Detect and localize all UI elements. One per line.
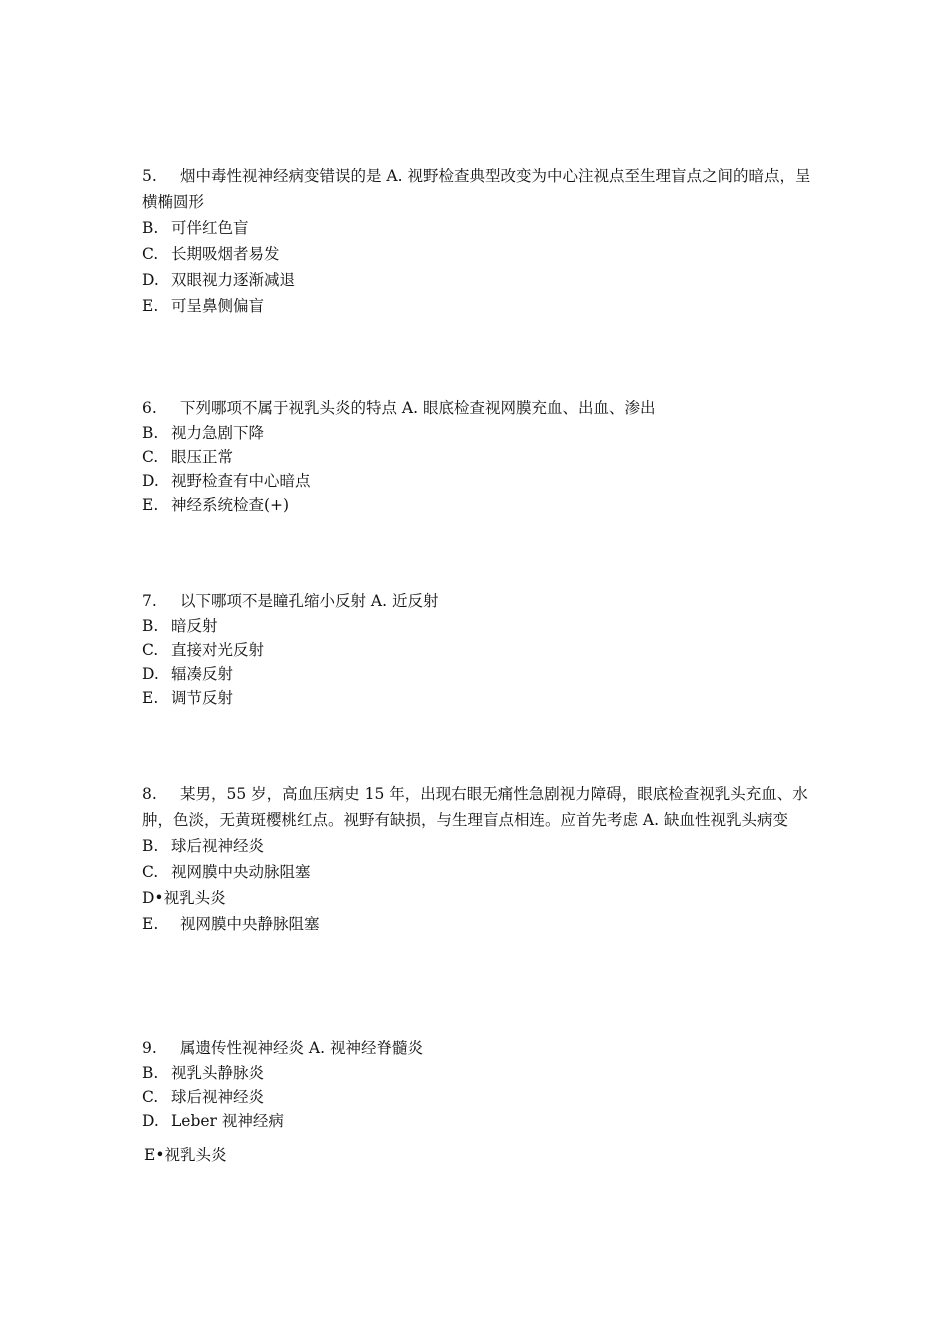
question-stem	[142, 395, 812, 421]
option-b	[142, 1061, 812, 1085]
option-e	[142, 911, 812, 937]
option-text: 可伴红色盲	[171, 219, 249, 237]
option-text: 辐凑反射	[171, 665, 234, 683]
option-c	[142, 1085, 812, 1109]
option-b	[142, 614, 812, 638]
option-text: 球后视神经炎	[171, 1088, 265, 1106]
option-letter: C.	[142, 448, 159, 466]
question-stem	[142, 1035, 812, 1061]
option-letter: E•	[144, 1146, 165, 1164]
question-stem	[142, 588, 812, 614]
option-letter: C.	[142, 641, 159, 659]
option-d	[142, 1109, 812, 1133]
option-text: 直接对光反射	[171, 641, 265, 659]
option-letter: B.	[142, 1064, 159, 1082]
question-text: 以下哪项不是瞳孔缩小反射 A. 近反射	[180, 592, 439, 610]
option-text: 视网膜中央静脉阻塞	[180, 915, 320, 933]
question-8	[142, 781, 812, 937]
question-text: 属遗传性视神经炎 A. 视神经脊髓炎	[180, 1039, 423, 1057]
option-letter: D.	[142, 665, 159, 683]
option-text: 视力急剧下降	[171, 424, 265, 442]
option-e	[144, 1143, 812, 1167]
option-letter: D.	[142, 472, 159, 490]
question-9	[142, 1035, 812, 1167]
option-text: 暗反射	[171, 617, 218, 635]
option-letter: D.	[142, 271, 159, 289]
question-text: 下列哪项不属于视乳头炎的特点 A. 眼底检查视网膜充血、出血、渗出	[180, 399, 656, 417]
question-7	[142, 588, 812, 710]
question-number: 9.	[142, 1039, 157, 1057]
option-b	[142, 215, 812, 241]
question-6	[142, 395, 812, 517]
option-letter: E.	[142, 915, 159, 933]
option-text: 眼压正常	[171, 448, 234, 466]
option-letter: B.	[142, 424, 159, 442]
option-letter: B.	[142, 219, 159, 237]
option-c	[142, 859, 812, 885]
option-b	[142, 833, 812, 859]
option-d	[142, 885, 812, 911]
option-e	[142, 686, 812, 710]
question-text: 烟中毒性视神经病变错误的是 A. 视野检查典型改变为中心注视点至生理盲点之间的暗点，呈横椭圆形	[142, 167, 811, 211]
option-letter: D.	[142, 1112, 159, 1130]
option-letter: B.	[142, 837, 159, 855]
option-letter: E.	[142, 689, 159, 707]
option-d	[142, 267, 812, 293]
option-c	[142, 445, 812, 469]
option-text: 双眼视力逐渐减退	[171, 271, 296, 289]
option-e	[142, 293, 812, 319]
option-letter: B.	[142, 617, 159, 635]
option-letter: C.	[142, 245, 159, 263]
option-c	[142, 638, 812, 662]
option-letter: D•	[142, 889, 164, 907]
question-number: 8.	[142, 785, 157, 803]
option-d	[142, 469, 812, 493]
option-text: 可呈鼻侧偏盲	[171, 297, 265, 315]
question-number: 5.	[142, 167, 157, 185]
option-c	[142, 241, 812, 267]
option-b	[142, 421, 812, 445]
option-letter: C.	[142, 863, 159, 881]
question-number: 7.	[142, 592, 157, 610]
question-stem	[142, 163, 812, 215]
question-stem	[142, 781, 812, 833]
option-text: 视乳头炎	[163, 889, 226, 907]
option-text: 视乳头静脉炎	[171, 1064, 265, 1082]
question-text: 某男，55 岁，高血压病史 15 年，出现右眼无痛性急剧视力障碍，眼底检查视乳头充血、水肿，色淡，无黄斑樱桃红点。视野有缺损，与生理盲点相连。应首先考虑 A. 缺血性视乳头病变	[142, 785, 808, 829]
option-text: 球后视神经炎	[171, 837, 265, 855]
option-text: 视乳头炎	[164, 1146, 227, 1164]
option-letter: E.	[142, 496, 159, 514]
question-5	[142, 163, 812, 319]
option-d	[142, 662, 812, 686]
option-text: Leber 视神经病	[171, 1112, 284, 1130]
option-text: 视网膜中央动脉阻塞	[171, 863, 311, 881]
option-text: 神经系统检查(+)	[171, 496, 290, 514]
option-e	[142, 493, 812, 517]
option-text: 调节反射	[171, 689, 234, 707]
question-number: 6.	[142, 399, 157, 417]
option-text: 长期吸烟者易发	[171, 245, 280, 263]
option-letter: E.	[142, 297, 159, 315]
option-letter: C.	[142, 1088, 159, 1106]
option-text: 视野检查有中心暗点	[171, 472, 311, 490]
